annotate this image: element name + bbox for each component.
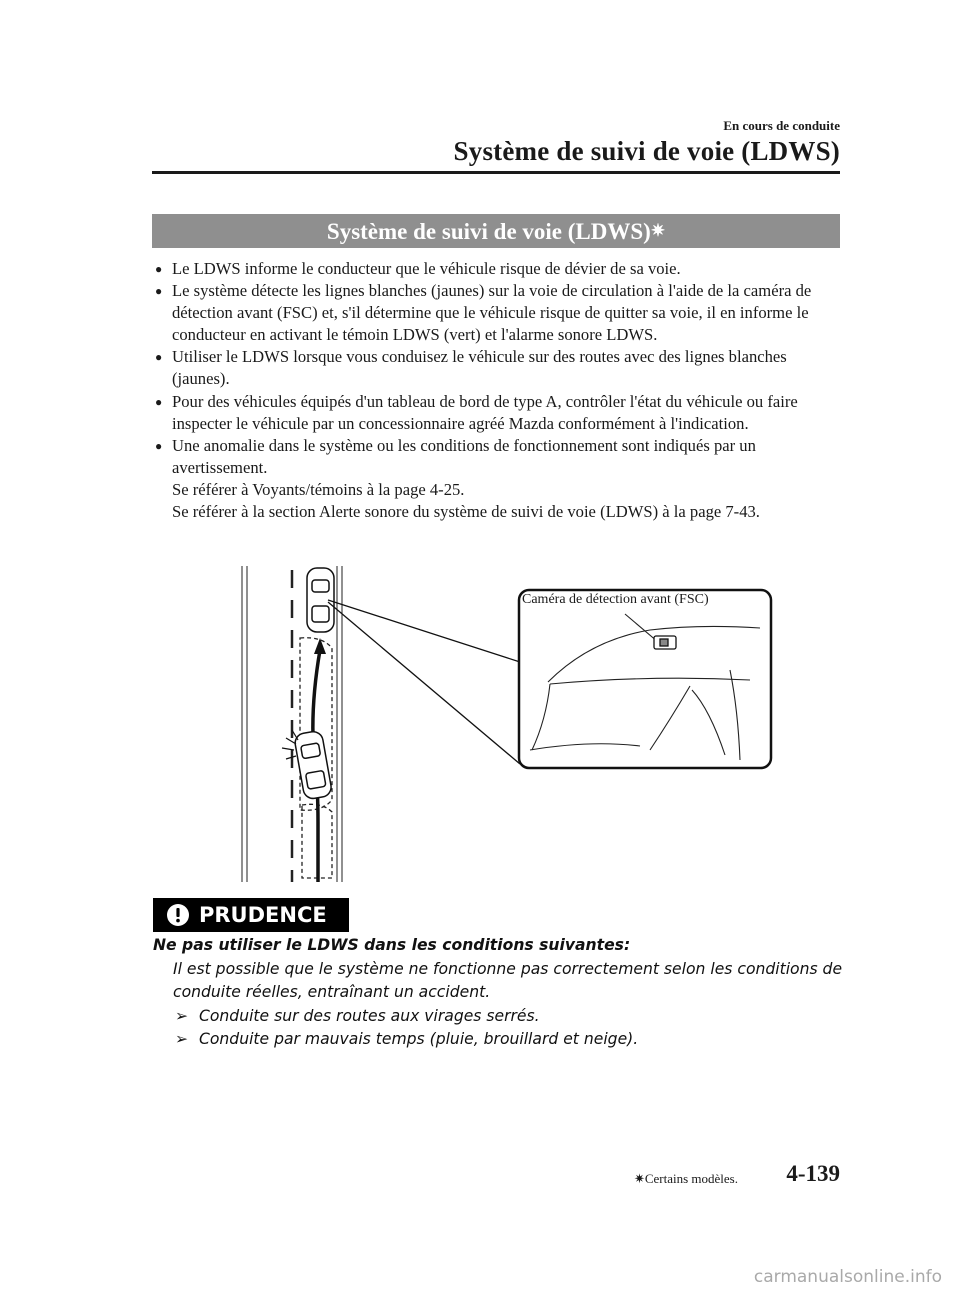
ldws-diagram bbox=[230, 560, 790, 890]
caution-block bbox=[153, 934, 853, 1052]
car-drifting-icon bbox=[294, 730, 333, 800]
bullet-reference: Se référer à Voyants/témoins à la page 4-25. bbox=[172, 479, 465, 499]
bullet-dot-icon: ● bbox=[155, 394, 163, 409]
caution-title: Ne pas utiliser le LDWS dans les conditions suivantes: bbox=[153, 936, 631, 954]
arrow-bullet-icon: ➢ bbox=[175, 1006, 189, 1025]
bullet-item bbox=[152, 280, 844, 346]
footnote bbox=[634, 1171, 738, 1187]
footnote-text: Certains modèles. bbox=[644, 1171, 738, 1186]
prudence-badge bbox=[153, 898, 349, 932]
bullet-text: Le LDWS informe le conducteur que le véhicule risque de dévier de sa voie. bbox=[172, 259, 681, 278]
chapter-title: En cours de conduite bbox=[723, 118, 840, 133]
bullet-dot-icon: ● bbox=[155, 350, 163, 365]
bullet-dot-icon: ● bbox=[155, 438, 163, 453]
bullet-item bbox=[152, 391, 844, 435]
section-title: Système de suivi de voie (LDWS) bbox=[326, 219, 651, 244]
running-header-title: Système de suivi de voie (LDWS) bbox=[453, 136, 840, 166]
caution-item bbox=[153, 1005, 853, 1029]
caution-item-text: Conduite par mauvais temps (pluie, brouillard et neige). bbox=[199, 1030, 639, 1048]
bullet-text: Le système détecte les lignes blanches (jaunes) sur la voie de circulation à l'aide de la caméra de détection avant (FSC) et, s'il détermine que le véhicule risque de quitter sa voie, il en informe le conducteur en activant le témoin LDWS (vert) et l'alarme sonore LDWS. bbox=[172, 281, 812, 345]
warning-icon bbox=[166, 903, 190, 927]
bullet-dot-icon: ● bbox=[155, 284, 163, 299]
bullet-item bbox=[152, 435, 844, 523]
camera-callout-label: Caméra de détection avant (FSC) bbox=[522, 592, 709, 607]
arrow-bullet-icon: ➢ bbox=[175, 1030, 189, 1048]
prudence-label: PRUDENCE bbox=[199, 903, 327, 927]
bullet-item bbox=[152, 258, 844, 280]
bullet-text: Utiliser le LDWS lorsque vous conduisez le véhicule sur des routes avec des lignes blanches (jaunes). bbox=[172, 347, 787, 389]
windshield-inset bbox=[519, 590, 771, 768]
bullet-reference: Se référer à la section Alerte sonore du système de suivi de voie (LDWS) à la page 7-43. bbox=[172, 502, 760, 522]
footnote-star: ✷ bbox=[633, 1171, 645, 1186]
section-banner bbox=[152, 214, 840, 248]
bullet-text: Une anomalie dans le système ou les conditions de fonctionnement sont indiqués par un avertissement. bbox=[172, 435, 756, 477]
watermark: carmanualsonline.info bbox=[753, 1267, 942, 1287]
caution-item bbox=[153, 1028, 853, 1052]
star-marker: ✷ bbox=[650, 221, 666, 240]
caution-body: Il est possible que le système ne fonctionne pas correctement selon les conditions de conduite réelles, entraînant un accident. bbox=[173, 959, 843, 1001]
bullet-list bbox=[152, 258, 844, 523]
header-rule bbox=[152, 171, 840, 174]
bullet-text: Pour des véhicules équipés d'un tableau de bord de type A, contrôler l'état du véhicule ou faire inspecter le véhicule par un concessionnaire agréé Mazda conformément à l'indication. bbox=[172, 391, 798, 433]
caution-items bbox=[153, 1005, 853, 1052]
bullet-dot-icon: ● bbox=[155, 262, 163, 276]
callout-lines bbox=[328, 600, 520, 764]
page-number: 4-139 bbox=[786, 1161, 840, 1186]
caution-item-text: Conduite sur des routes aux virages serrés. bbox=[199, 1006, 540, 1025]
path-arrowhead bbox=[314, 638, 326, 654]
camera-icon bbox=[654, 636, 676, 649]
bullet-item bbox=[152, 346, 844, 390]
